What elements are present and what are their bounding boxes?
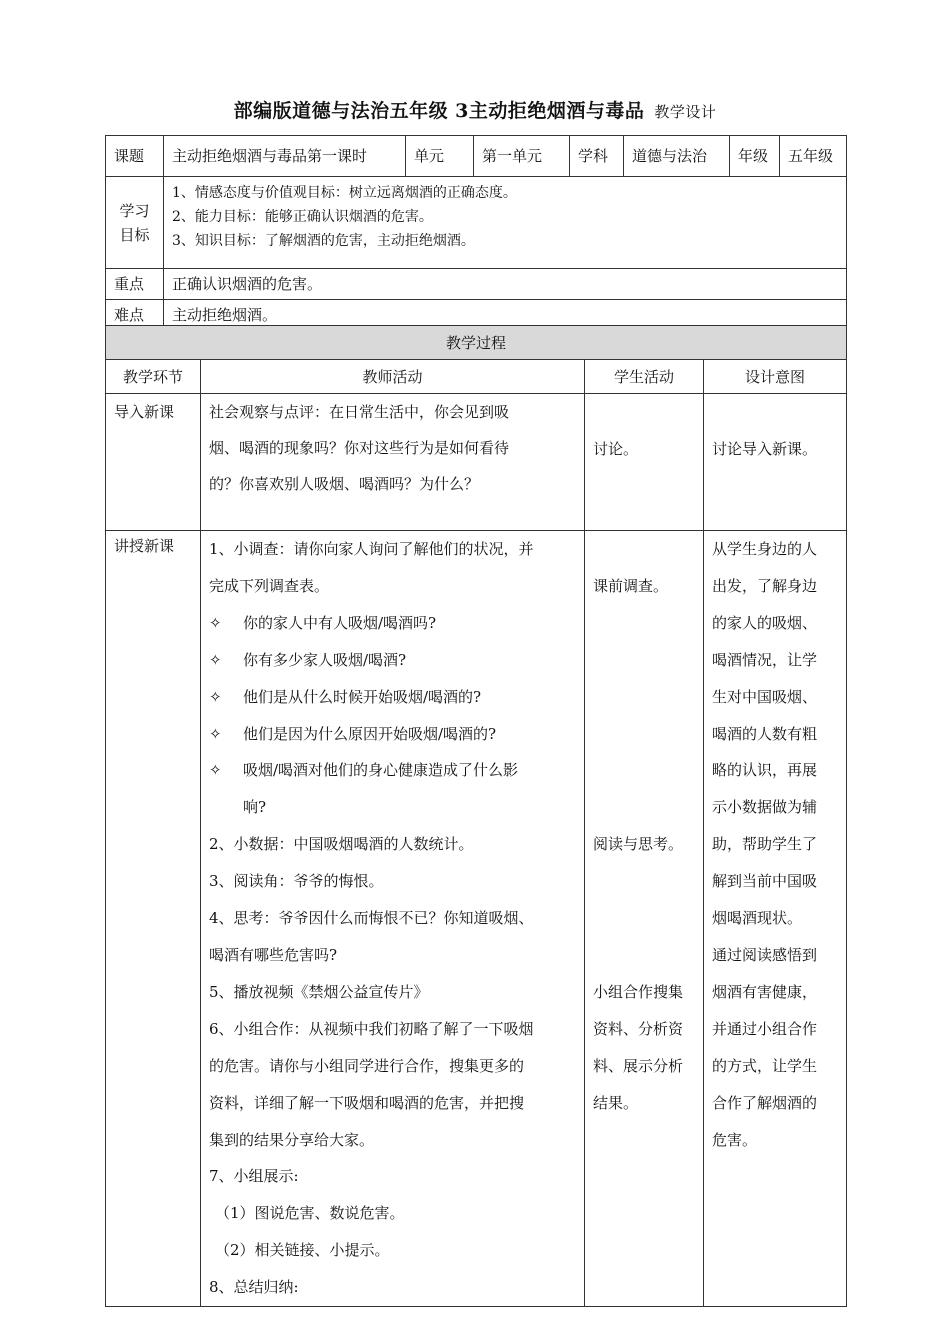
intro-student-activity: 讨论。 [585,394,704,531]
design-text-line: 的方式，让学生 [712,1056,818,1075]
difficult-point-label: 难点 [106,300,164,331]
design-text-line: 示小数据做为辅 [712,798,818,817]
design-text-line: 助，帮助学生了 [712,835,818,854]
intro-teacher-activity [201,394,585,531]
text-line: 2、小数据：中国吸烟喝酒的人数统计。 [209,835,474,854]
text-line: 社会观察与点评：在日常生活中，你会见到吸 [209,403,510,421]
survey-question [209,679,576,716]
grade-label: 年级 [730,136,780,177]
student-activity-text: 料、展示分析 [593,1056,684,1075]
text-line: 7、小组展示: [209,1167,299,1186]
column-header: 教师活动 [201,360,585,394]
survey-question-text: 吸烟/喝酒对他们的身心健康造成了什么影 [243,761,519,780]
difficult-point-value: 主动拒绝烟酒。 [164,300,847,331]
text-line: 5、播放视频《禁烟公益宣传片》 [209,982,429,1001]
text-line: 集到的结果分享给大家。 [209,1130,375,1149]
intro-design-intent: 讨论导入新课。 [704,394,847,531]
column-header: 设计意图 [704,360,847,394]
survey-question-text: 你有多少家人吸烟/喝酒? [243,650,407,669]
student-activity-text: 小组合作搜集 [593,982,684,1001]
design-text-line: 从学生身边的人 [712,540,818,558]
title-sub: 教学设计 [654,103,717,121]
survey-question-text: 他们是从什么时候开始吸烟/喝酒的? [243,687,482,706]
text-line: 喝酒有哪些危害吗? [209,945,338,964]
topic-value: 主动拒绝烟酒与毒品第一课时 [164,136,406,177]
topic-label: 课题 [106,136,164,177]
key-point-value: 正确认识烟酒的危害。 [164,269,847,300]
title-main: 部编版道德与法治五年级 3主动拒绝烟酒与毒品 [233,100,645,122]
student-activity-text: 课前调查。 [593,576,669,595]
student-activity-text: 阅读与思考。 [593,835,684,854]
lesson-stage: 讲授新课 [106,531,201,1307]
goal-item: 2、能力目标：能够正确认识烟酒的危害。 [172,209,433,225]
text-line: 的危害。请你与小组同学进行合作，搜集更多的 [209,1056,525,1075]
design-text-line: 烟喝酒现状。 [712,909,803,928]
survey-question-continuation: 响? [243,798,267,817]
subject-label: 学科 [570,136,624,177]
column-header: 教学环节 [106,360,201,394]
document-title [0,96,950,123]
design-text-line: 危害。 [712,1130,758,1149]
lesson-design-intent [704,531,847,1307]
text-line: 的？你喜欢别人吸烟、喝酒吗？为什么？ [209,475,480,493]
goals-label [106,177,164,269]
design-text-line: 合作了解烟酒的 [712,1093,818,1112]
survey-question-text: 他们是因为什么原因开始吸烟/喝酒的? [243,724,497,743]
text-line: 3、阅读角：爷爷的悔恨。 [209,872,384,891]
bullet-icon: ✧ [209,613,222,632]
text-line: 完成下列调查表。 [209,576,330,595]
goals-label-line1: 学习 [119,201,150,220]
design-text-line: 通过阅读感悟到 [712,945,818,964]
column-header: 学生活动 [585,360,704,394]
unit-value: 第一单元 [474,136,570,177]
design-text-line: 喝酒情况，让学 [712,650,818,669]
bullet-icon: ✧ [209,761,222,780]
lesson-row [106,531,847,1307]
survey-question [209,605,576,642]
goals-row [106,177,847,269]
intro-stage: 导入新课 [106,394,201,531]
bullet-icon: ✧ [209,724,222,743]
text-line: 资料，详细了解一下吸烟和喝酒的危害，并把搜 [209,1093,525,1112]
design-text-line: 解到当前中国吸 [712,872,818,891]
goals-content [164,177,847,269]
lesson-teacher-activity [201,531,585,1307]
bullet-icon: ✧ [209,687,222,706]
design-text-line: 出发，了解身边 [712,576,818,595]
survey-question-text: 你的家人中有人吸烟/喝酒吗? [243,613,437,632]
lesson-student-activity [585,531,704,1307]
student-activity-text: 结果。 [593,1093,639,1112]
text-line: （2）相关链接、小提示。 [215,1241,390,1260]
text-line: 4、思考：爷爷因什么而悔恨不已？你知道吸烟、 [209,909,534,928]
goals-label-line2: 目标 [119,225,150,244]
student-activity-text: 资料、分析资 [593,1019,684,1038]
unit-label: 单元 [406,136,474,177]
process-header: 教学过程 [106,326,847,360]
design-text-line: 生对中国吸烟、 [712,687,818,706]
teaching-process-table [105,325,847,1307]
survey-question [209,752,576,789]
bullet-icon: ✧ [209,650,222,669]
design-text-line: 略的认识，再展 [712,761,818,780]
lesson-info-table [105,135,847,331]
subject-value: 道德与法治 [624,136,730,177]
survey-question [209,642,576,679]
text-line: 8、总结归纳: [209,1278,299,1297]
text-line: （1）图说危害、数说危害。 [215,1204,405,1223]
design-text-line: 的家人的吸烟、 [712,613,818,632]
goal-item: 1、情感态度与价值观目标：树立远离烟酒的正确态度。 [172,185,517,201]
survey-question [209,716,576,753]
text-line: 1、小调查：请你向家人询问了解他们的状况，并 [209,540,534,558]
goal-item: 3、知识目标：了解烟酒的危害，主动拒绝烟酒。 [172,233,475,249]
text-line: 烟、喝酒的现象吗？你对这些行为是如何看待 [209,439,510,457]
grade-value: 五年级 [780,136,847,177]
process-header-row [106,326,847,360]
info-row [106,136,847,177]
design-text-line: 烟酒有害健康， [712,982,818,1001]
design-text-line: 并通过小组合作 [712,1019,818,1038]
text-line: 6、小组合作：从视频中我们初略了解了一下吸烟 [209,1019,534,1038]
intro-row [106,394,847,531]
design-text-line: 喝酒的人数有粗 [712,724,818,743]
key-point-label: 重点 [106,269,164,300]
key-point-row [106,269,847,300]
column-header-row [106,360,847,394]
